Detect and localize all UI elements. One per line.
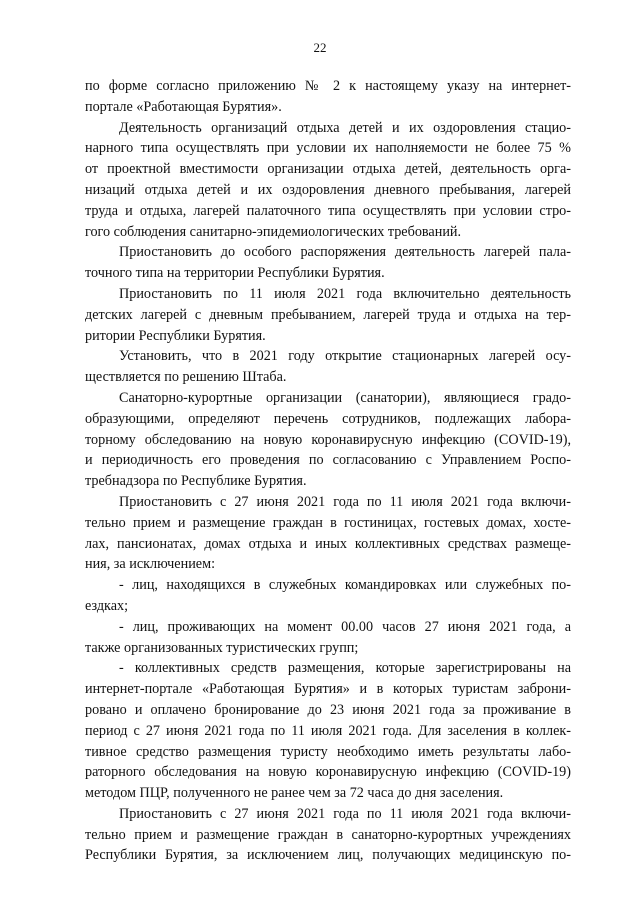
text-line: раторного обследования на новую коронавирусную инфекцию (COVID-19) bbox=[85, 764, 571, 781]
text-line: ездках; bbox=[85, 597, 129, 614]
text-line: торному обследованию на новую коронавирусную инфекцию (COVID-19), bbox=[85, 431, 571, 448]
text-line: методом ПЦР, полученного не ранее чем за 72 часа до дня заселения. bbox=[85, 785, 504, 802]
text-line: тельно прием и размещение граждан в гостиницах, гостевых домах, хосте- bbox=[85, 514, 571, 531]
text-line: ритории Республики Бурятия. bbox=[85, 327, 266, 344]
text-line: труда и отдыха, лагерей палаточного типа осуществлять при условии стро- bbox=[85, 202, 571, 219]
text-line: Приостановить с 27 июня 2021 года по 11 июля 2021 года включи- bbox=[119, 805, 571, 822]
text-line: также организованных туристических групп; bbox=[85, 639, 359, 656]
text-line: период с 27 июня 2021 года по 11 июля 2021 года. Для заселения в коллек- bbox=[85, 722, 571, 739]
text-line: Санаторно-курортные организации (санатории), являющиеся градо- bbox=[119, 389, 571, 406]
text-line: Приостановить до особого распоряжения деятельность лагерей пала- bbox=[119, 244, 571, 261]
text-line: - лиц, находящихся в служебных командировках или служебных по- bbox=[119, 577, 571, 594]
body-text bbox=[85, 76, 571, 866]
text-line: Республики Бурятия, за исключением лиц, получающих медицинскую по- bbox=[85, 847, 571, 864]
text-line: Приостановить по 11 июля 2021 года включительно деятельность bbox=[119, 285, 571, 302]
text-line: нарного типа осуществлять при условии их наполняемости не более 75 % bbox=[85, 140, 571, 157]
text-line: ния, за исключением: bbox=[85, 556, 216, 573]
text-line: низаций отдыха детей и их оздоровления дневного пребывания, лагерей bbox=[85, 181, 571, 198]
text-line: Деятельность организаций отдыха детей и их оздоровления стацио- bbox=[119, 119, 571, 136]
text-line: - лиц, проживающих на момент 00.00 часов 27 июня 2021 года, а bbox=[119, 618, 571, 635]
text-line: - коллективных средств размещения, которые зарегистрированы на bbox=[119, 660, 571, 677]
text-line: образующими, определяют перечень сотрудников, подлежащих лабора- bbox=[85, 410, 571, 427]
text-line: по форме согласно приложению № 2 к настоящему указу на интернет- bbox=[85, 78, 571, 94]
text-line: гого соблюдения санитарно-эпидемиологических требований. bbox=[85, 223, 462, 240]
text-line: тельно прием и размещение граждан в санаторно-курортных учреждениях bbox=[85, 826, 571, 843]
text-line: от проектной вместимости организации отдыха детей, деятельность орга- bbox=[85, 161, 571, 178]
text-line: требнадзора по Республике Бурятия. bbox=[85, 473, 307, 490]
text-line: Установить, что в 2021 году открытие стационарных лагерей осу- bbox=[119, 348, 571, 365]
text-line: портале «Работающая Бурятия». bbox=[85, 98, 282, 115]
text-line: лах, пансионатах, домах отдыха и иных коллективных средствах размеще- bbox=[85, 535, 571, 552]
text-line: интернет-портале «Работающая Бурятия» и в которых туристам заброни- bbox=[85, 681, 571, 698]
page-number: 22 bbox=[313, 40, 327, 55]
text-line: ровано и оплачено бронирование до 23 июня 2021 года за проживание в bbox=[85, 701, 571, 718]
text-line: детских лагерей с дневным пребыванием, лагерей труда и отдыха на тер- bbox=[85, 306, 571, 323]
text-line: точного типа на территории Республики Бурятия. bbox=[85, 265, 385, 282]
text-line: тивное средство размещения туристу необходимо иметь результаты лабо- bbox=[85, 743, 571, 760]
text-line: и периодичность его проведения по согласованию с Управлением Роспо- bbox=[85, 452, 571, 469]
text-line: ществляется по решению Штаба. bbox=[85, 369, 287, 386]
text-line: Приостановить с 27 июня 2021 года по 11 июля 2021 года включи- bbox=[119, 493, 571, 510]
